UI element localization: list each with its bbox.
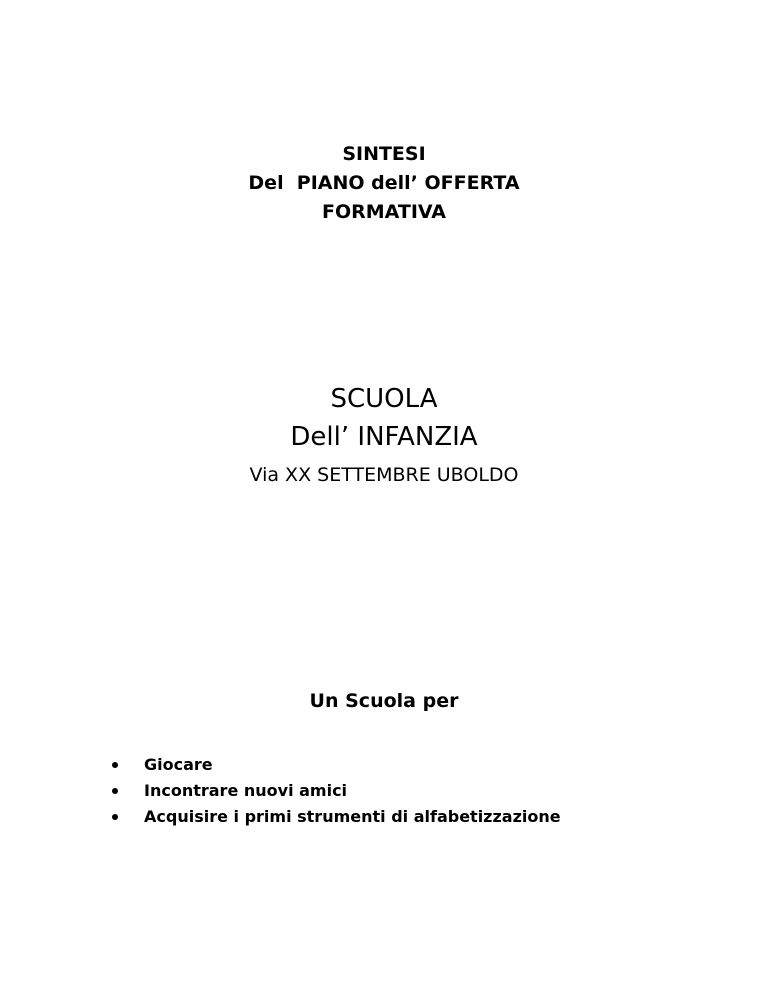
list-item [104, 804, 561, 830]
title-line-1: SINTESI [342, 143, 426, 165]
list-item-text: Incontrare nuovi amici [144, 781, 348, 800]
document-title [0, 140, 768, 227]
school-heading [0, 380, 768, 488]
list-item-text: Acquisire i primi strumenti di alfabetizzazione [144, 807, 561, 826]
school-name-line-1: SCUOLA [330, 384, 438, 414]
bullet-list [104, 752, 561, 830]
bullet-icon [112, 762, 118, 768]
list-item [104, 752, 561, 778]
section-subtitle: Un Scuola per [309, 690, 459, 712]
school-address: Via XX SETTEMBRE UBOLDO [249, 464, 519, 486]
bullet-icon [112, 788, 118, 794]
title-line-3: FORMATIVA [321, 201, 447, 223]
school-name-line-2: Dell’ INFANZIA [290, 422, 478, 452]
list-item-text: Giocare [144, 755, 213, 774]
list-item [104, 778, 561, 804]
title-line-2: Del PIANO dell’ OFFERTA [248, 172, 520, 194]
bullet-icon [112, 814, 118, 820]
